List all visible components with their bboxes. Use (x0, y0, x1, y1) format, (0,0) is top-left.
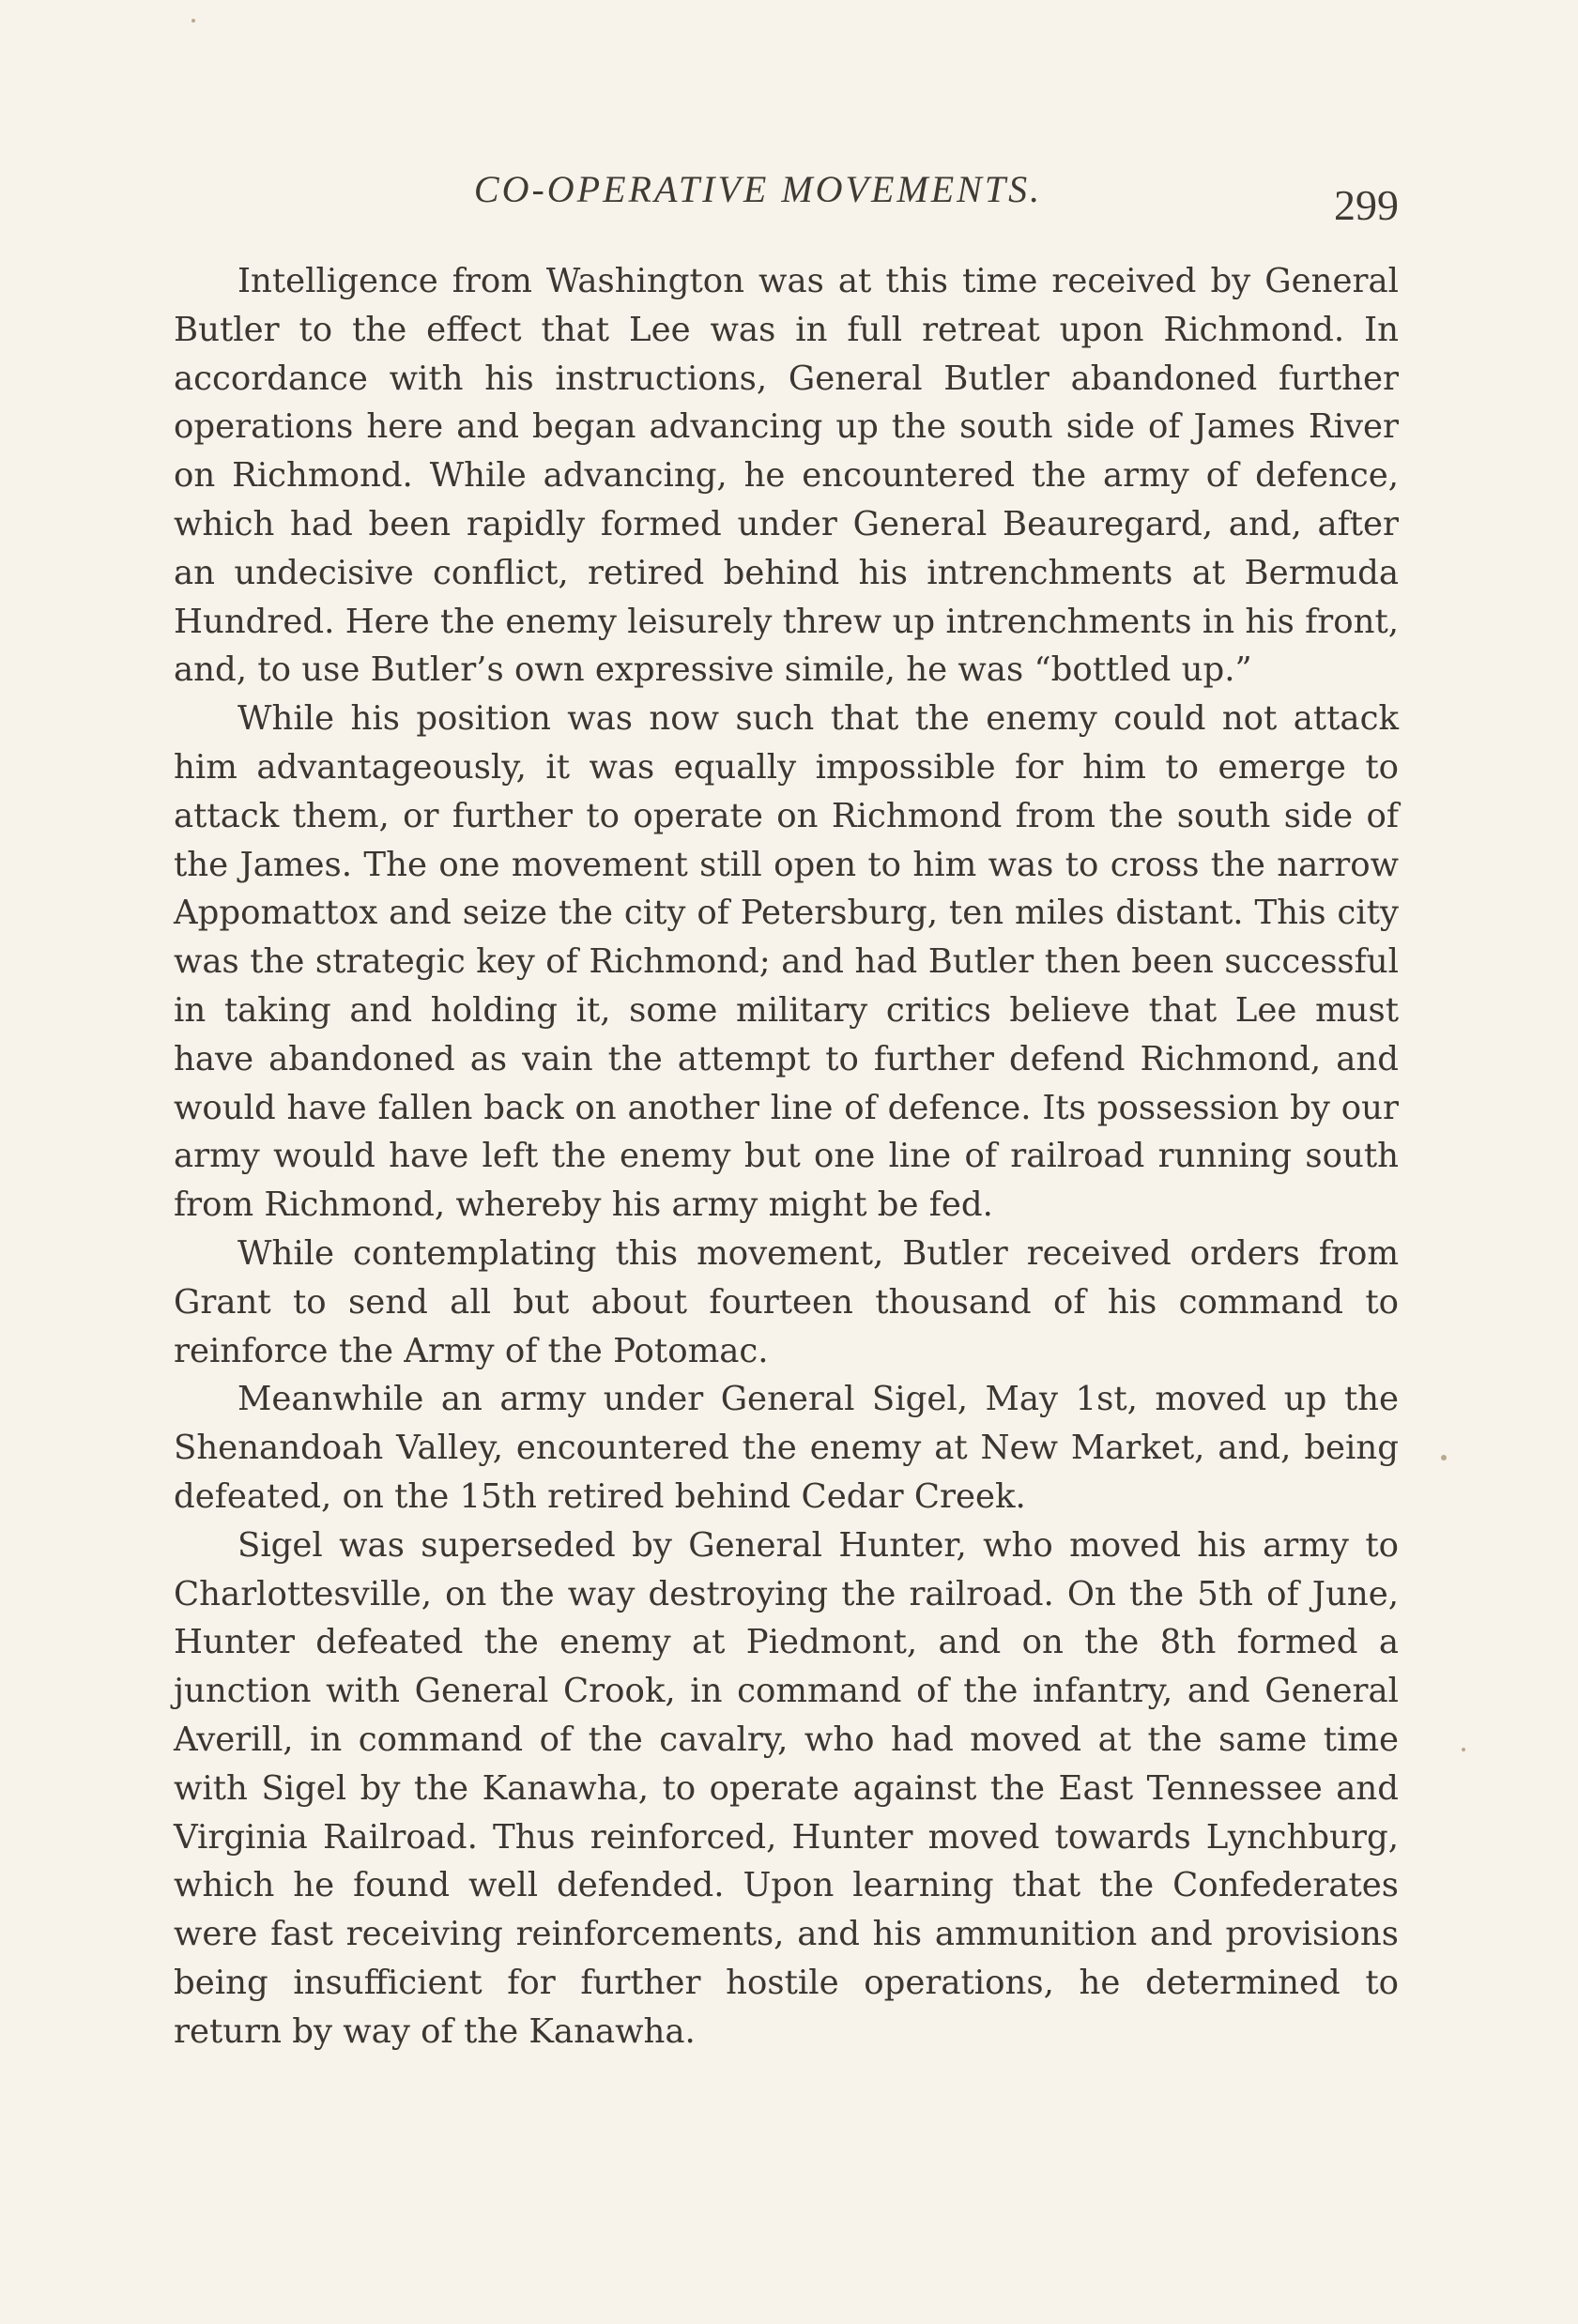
paragraph: Meanwhile an army under General Sigel, May 1st, moved up the Shenandoah Valley, encountered the enemy at New Market, and, being defeated, on the 15th retired behind Cedar Creek. (174, 1380, 1399, 1516)
paper-speck (1462, 1748, 1465, 1751)
paragraph: While his position was now such that the enemy could not attack him advantageously, it was equally impossible for him to emerge to attack them, or further to operate on Richmond from the south side of the James. The one movement still open to him was to cross the narrow Appomattox and seize the city of Petersburg, ten miles distant. This city was the strategic key of Richmond; and had Butler then been successful in taking and holding it, some military critics believe that Lee must have abandoned as vain the attempt to further defend Richmond, and would have fallen back on another line of defence. Its possession by our army would have left the enemy but one line of railroad running south from Richmond, whereby his army might be fed. (174, 699, 1399, 1225)
paragraph: Sigel was superseded by General Hunter, who moved his army to Charlottesville, on the way destroying the railroad. On the 5th of June, Hunter defeated the enemy at Piedmont, and on the 8th formed a junction with General Crook, in command of the infantry, and General Averill, in command of the cavalry, who had moved at the same time with Sigel by the Kanawha, to operate against the East Tennessee and Virginia Railroad. Thus reinforced, Hunter moved towards Lynchburg, which he found well defended. Upon learning that the Confederates were fast receiving reinforcements, and his ammunition and provisions being insufficient for further hostile operations, he determined to return by way of the Kanawha. (174, 1525, 1399, 2051)
paper-speck (1441, 1455, 1447, 1460)
page-header (174, 167, 1399, 233)
paragraph: While contemplating this movement, Butler received orders from Grant to send all but about fourteen thousand of his command to reinforce the Army of the Potomac. (174, 1233, 1399, 1370)
running-title: CO-OPERATIVE MOVEMENTS. (473, 168, 1043, 210)
paper-speck (192, 19, 195, 23)
paragraph: Intelligence from Washington was at this time received by General Butler to the effect that Lee was in full retreat upon Richmond. In accordance with his instructions, General Butler abandoned further operations here and began advancing up the south side of James River on Richmond. While advancing, he encountered the army of defence, which had been rapidly formed under General Beauregard, and, after an undecisive conflict, retired behind his intrenchments at Bermuda Hundred. Here the enemy leisurely threw up intrenchments in his front, and, to use Butler’s own expressive simile, he was “bottled up.” (174, 262, 1399, 690)
page-number: 299 (1334, 181, 1399, 229)
body-text (174, 257, 1399, 2056)
